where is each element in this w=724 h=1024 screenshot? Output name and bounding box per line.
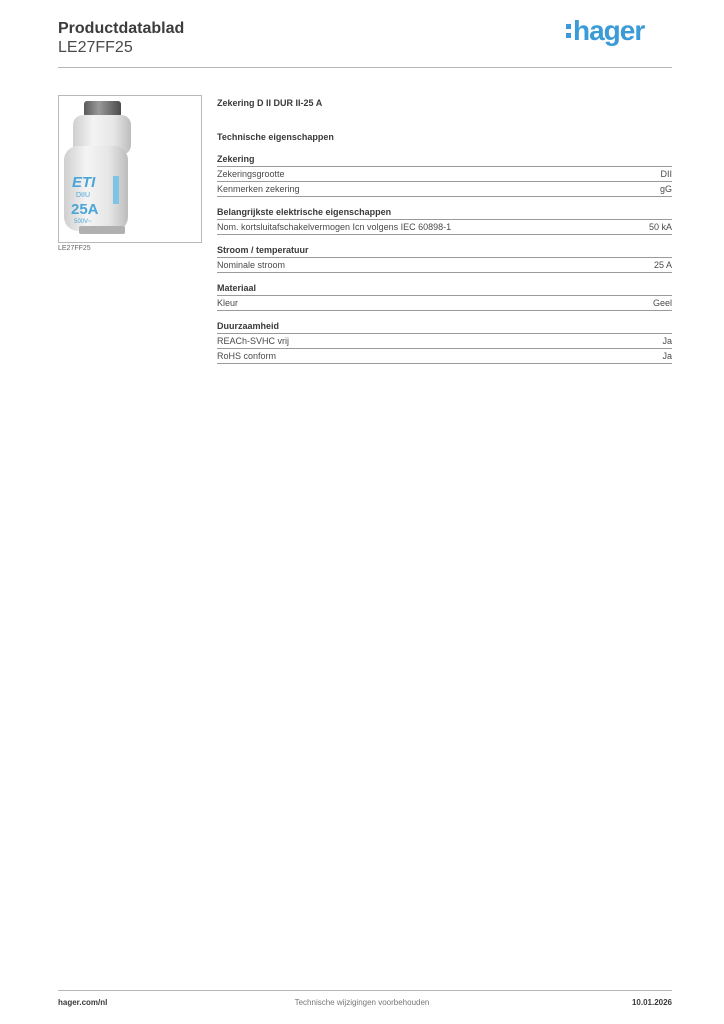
footer-website-link[interactable]: hager.com/nl [58,998,108,1007]
spec-value: 50 kA [648,222,672,232]
image-caption: LE27FF25 [58,245,91,252]
label-rating: 25A [71,201,99,218]
group-title: Stroom / temperatuur [217,244,672,258]
spec-value: DII [660,169,672,179]
label-type: DIIU [76,192,90,199]
product-name: Zekering D II DUR II-25 A [217,98,323,108]
spec-group [217,206,672,235]
spec-group [217,320,672,364]
spec-table [217,96,672,364]
header-divider [58,67,672,68]
spec-row [217,167,672,182]
spec-row [217,220,672,235]
logo-text: hager [573,15,645,46]
spec-group [217,244,672,273]
spec-row [217,349,672,364]
spec-value: Geel [652,298,672,308]
logo-dots-icon [566,24,571,38]
spec-label: REACh-SVHC vrij [217,336,290,346]
spec-row [217,182,672,197]
group-title: Belangrijkste elektrische eigenschappen [217,206,672,220]
spec-value: gG [659,184,672,194]
spec-label: Kenmerken zekering [217,184,300,194]
spec-label: Kleur [217,298,239,308]
product-image-frame [58,95,202,243]
spec-value: 25 A [653,260,672,270]
section-title: Technische eigenschappen [217,132,334,142]
spec-row [217,296,672,311]
label-brand: ETI [72,174,96,191]
spec-group [217,153,672,197]
spec-value: Ja [662,351,672,361]
group-title: Duurzaamheid [217,320,672,334]
label-voltage: 500V~ [74,219,92,225]
spec-label: RoHS conform [217,351,277,361]
spec-label: Zekeringsgrootte [217,169,285,179]
product-code: LE27FF25 [58,39,133,56]
footer-notice: Technische wijzigingen voorbehouden [294,998,430,1007]
footer-date: 10.01.2026 [631,998,672,1007]
group-title: Materiaal [217,282,672,296]
group-title: Zekering [217,153,672,167]
fuse-image [59,96,201,242]
spec-label: Nom. kortsluitafschakelvermogen Icn volgens IEC 60898-1 [217,222,452,232]
spec-row [217,258,672,273]
hager-logo [566,17,644,45]
spec-row [217,334,672,349]
footer-divider [58,990,672,991]
spec-label: Nominale stroom [217,260,286,270]
header-title: Productdatablad [58,20,185,37]
spec-value: Ja [662,336,672,346]
spec-group [217,282,672,311]
